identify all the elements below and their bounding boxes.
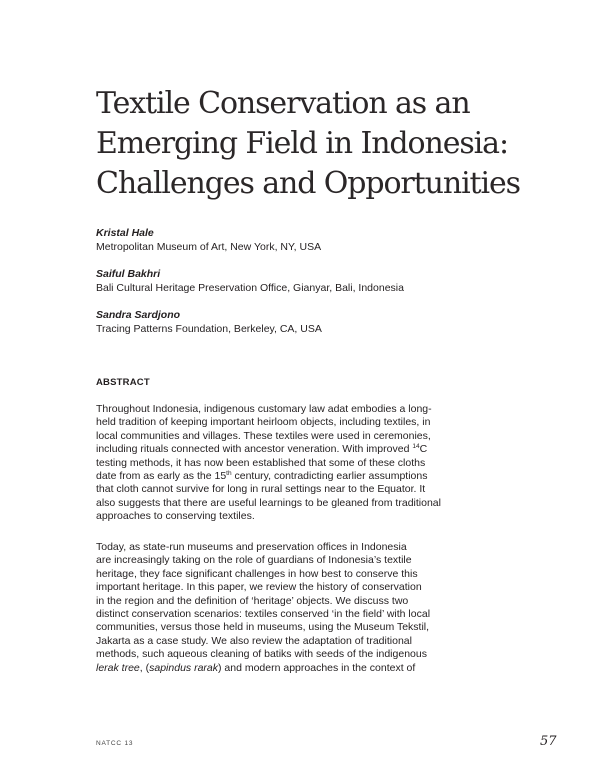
text-segment: century, contradicting earlier assumptions: [231, 470, 428, 483]
text-line: in the region and the definition of ‘heritage’ objects. We discuss two: [96, 594, 409, 607]
author-affiliation: Tracing Patterns Foundation, Berkeley, CA, USA: [96, 323, 322, 335]
text-segment: date from as early as the 15: [96, 470, 227, 483]
text-segment: ) and modern approaches in the context of: [218, 661, 416, 674]
text-line: distinct conservation scenarios: textiles conserved ‘in the field’ with local: [96, 608, 431, 621]
text-line: Jakarta as a case study. We also review the adaptation of traditional: [96, 634, 412, 647]
text-line: are increasingly taking on the role of guardians of Indonesia’s textile: [96, 554, 412, 567]
abstract-heading: ABSTRACT: [96, 377, 150, 388]
title-line: Textile Conservation as an: [96, 86, 470, 121]
author-block: [96, 308, 556, 336]
italic-term: lerak tree: [96, 661, 140, 674]
abstract-paragraph-2: [96, 541, 516, 675]
text-line: [96, 443, 516, 456]
text-line: that cloth cannot survive for long in rural settings near to the Equator. It: [96, 483, 426, 496]
text-line: heritage, they face significant challenges in how best to conserve this: [96, 567, 418, 580]
text-segment: C: [419, 443, 428, 456]
author-name: Saiful Bakhri: [96, 268, 161, 280]
author-affiliation: Bali Cultural Heritage Preservation Office, Gianyar, Bali, Indonesia: [96, 282, 404, 294]
text-line: also suggests that there are useful learnings to be gleaned from traditional: [96, 496, 441, 509]
text-line: testing methods, it has now been established that some of these cloths: [96, 456, 426, 469]
text-line: Throughout Indonesia, indigenous customary law adat embodies a long-: [96, 403, 432, 415]
title-line: Challenges and Opportunities: [96, 166, 520, 201]
text-segment: , (: [139, 661, 150, 674]
title-line: Emerging Field in Indonesia:: [96, 126, 508, 161]
text-line: [96, 470, 516, 483]
italic-term: sapindus rarak: [149, 661, 218, 674]
text-line: [96, 662, 516, 675]
text-line: Today, as state-run museums and preservation offices in Indonesia: [96, 541, 407, 553]
author-name: Kristal Hale: [96, 227, 154, 239]
paper-title: [96, 84, 566, 204]
superscript: 14: [412, 443, 420, 451]
superscript: th: [226, 470, 232, 478]
text-line: communities, versus those held in museums, using the Museum Tekstil,: [96, 621, 430, 634]
footer-journal: NATCC 13: [96, 740, 134, 747]
text-line: important heritage. In this paper, we review the history of conservation: [96, 581, 422, 594]
author-block: [96, 267, 556, 295]
text-line: approaches to conserving textiles.: [96, 510, 255, 523]
author-block: [96, 226, 556, 254]
text-line: local communities and villages. These textiles were used in ceremonies,: [96, 429, 431, 442]
text-line: held tradition of keeping important heirloom objects, including textiles, in: [96, 416, 431, 429]
author-name: Sandra Sardjono: [96, 309, 181, 321]
text-segment: including rituals connected with ancestor veneration. With improved: [96, 443, 413, 456]
text-line: methods, such aqueous cleaning of batiks with seeds of the indigenous: [96, 648, 427, 661]
author-affiliation: Metropolitan Museum of Art, New York, NY, USA: [96, 241, 322, 253]
abstract-paragraph-1: [96, 403, 516, 524]
page-number: 57: [540, 734, 557, 749]
